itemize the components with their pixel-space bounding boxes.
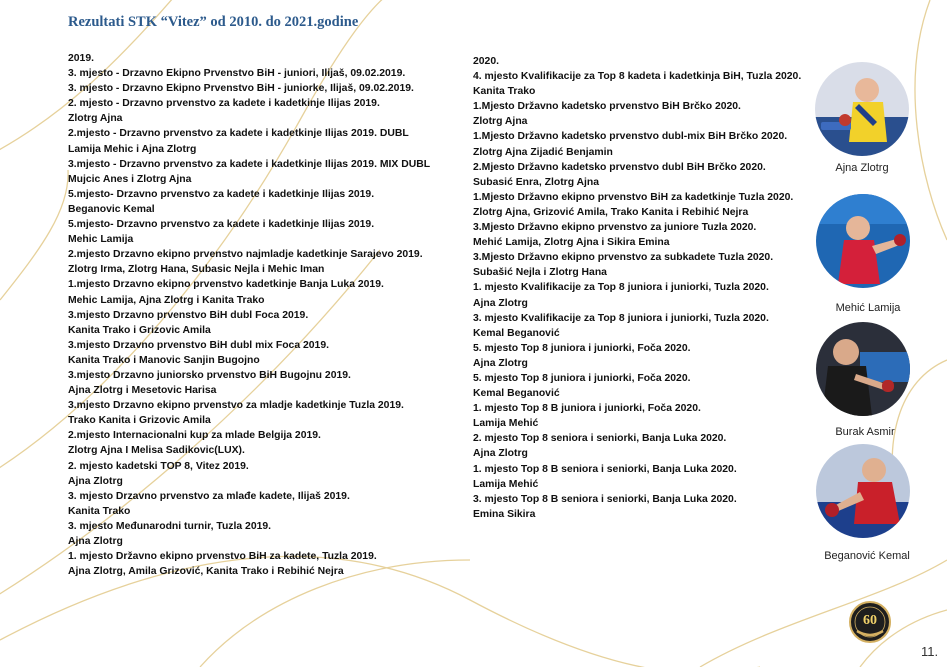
result-line: Ajna Zlotrg <box>473 357 528 369</box>
result-line: 2.mjesto Internacionalni kup za mlade Belgija 2019. <box>68 430 321 442</box>
result-line: Kanita Trako i Manovic Sanjin Bugojno <box>68 354 260 366</box>
photo-caption-4: Beganović Kemal <box>824 550 910 562</box>
result-line: Ajna Zlotrg <box>68 536 123 547</box>
result-line: Lamija Mehić <box>473 418 539 430</box>
player-photo-1 <box>815 62 909 156</box>
result-line: Kemal Beganović <box>473 388 560 400</box>
result-line: 3. mjesto Međunarodni turnir, Tuzla 2019. <box>68 520 272 532</box>
result-line: Ajna Zlotrg i Mesetovic Harisa <box>68 385 217 397</box>
result-line: Trako Kanita i Grizovic Amila <box>68 415 211 427</box>
photo-caption-2: Mehić Lamija <box>835 302 901 314</box>
result-line: 5. mjesto Top 8 juniora i juniorki, Foča 2020. <box>473 342 691 354</box>
result-line: Zlotrg Ajna <box>68 113 123 125</box>
result-line: 3. mjesto - Drzavno Ekipno Prvenstvo BiH - juniori, Ilijaš, 09.02.2019. <box>68 68 406 80</box>
result-line: Kanita Trako <box>68 505 131 517</box>
result-line: 2. mjesto Top 8 seniora i seniorki, Banja Luka 2020. <box>473 433 727 445</box>
result-line: Subasić Enra, Zlotrg Ajna <box>473 176 600 188</box>
result-line: 5. mjesto Top 8 juniora i juniorki, Foča 2020. <box>473 372 691 384</box>
result-line: 2020. <box>473 56 500 67</box>
result-line: Mehić Lamija, Zlotrg Ajna i Sikira Emina <box>473 237 670 249</box>
result-line: 5.mjesto- Drzavno prvenstvo za kadete i kadetkinje Ilijas 2019. <box>68 188 375 200</box>
photo-caption-1: Ajna Zlotrg <box>835 162 889 174</box>
result-line: 1. mjesto Top 8 B juniora i juniorki, Foča 2020. <box>473 403 701 415</box>
result-line: 3.mjesto Drzavno juniorsko prvenstvo BiH Bugojnu 2019. <box>68 369 351 381</box>
result-line: 1.mjesto Drzavno ekipno prvenstvo kadetkinje Banja Luka 2019. <box>68 279 384 291</box>
player-photo-4 <box>816 444 910 538</box>
result-line: Zlotrg Irma, Zlotrg Hana, Subasic Nejla i Mehic Iman <box>68 264 325 276</box>
result-line: Zlotrg Ajna Zijadić Benjamin <box>473 146 613 158</box>
results-left-column <box>68 51 430 579</box>
result-line: 1.Mjesto Državno kadetsko prvenstvo dubl-mix BiH Brčko 2020. <box>473 131 788 143</box>
badge-label: 60 <box>863 613 877 628</box>
result-line: 3.mjesto - Drzavno prvenstvo za kadete i kadetkinje Ilijas 2019. MIX DUBL <box>68 158 431 170</box>
result-line: 2019. <box>68 53 95 64</box>
anniversary-badge <box>849 601 891 643</box>
results-right-column <box>473 54 801 522</box>
result-line: 3. mjesto Drzavno prvenstvo za mlađe kadete, Ilijaš 2019. <box>68 490 350 502</box>
result-line: Ajna Zlotrg <box>473 297 528 309</box>
result-line: Kanita Trako <box>473 86 536 98</box>
result-line: Emina Sikira <box>473 508 536 520</box>
page-title: Rezultati STK “Vitez” od 2010. do 2021.godine <box>68 14 359 30</box>
result-line: Zlotrg Ajna <box>473 116 528 128</box>
result-line: 3.Mjesto Državno ekipno prvenstvo za juniore Tuzla 2020. <box>473 222 757 234</box>
result-line: 3.mjesto Drzavno prvenstvo BiH dubl mix Foca 2019. <box>68 339 329 351</box>
result-line: 1. mjesto Kvalifikacije za Top 8 juniora i juniorki, Tuzla 2020. <box>473 282 769 294</box>
result-line: Zlotrg Ajna I Melisa Sadikovic(LUX). <box>68 445 245 457</box>
result-line: 3.Mjesto Državno ekipno prvenstvo za subkadete Tuzla 2020. <box>473 252 774 264</box>
result-line: 2. mjesto kadetski TOP 8, Vitez 2019. <box>68 460 249 472</box>
result-line: 3. mjesto Top 8 B seniora i seniorki, Banja Luka 2020. <box>473 493 737 505</box>
result-line: Subašić Nejla i Zlotrg Hana <box>473 267 607 279</box>
result-line: Ajna Zlotrg <box>473 448 528 460</box>
result-line: 1.Mjesto Državno kadetsko prvenstvo BiH Brčko 2020. <box>473 101 741 113</box>
result-line: 3. mjesto - Drzavno Ekipno Prvenstvo BiH - juniorke, Ilijaš, 09.02.2019. <box>68 83 414 95</box>
result-line: Kemal Beganović <box>473 327 560 339</box>
result-line: Kanita Trako i Grizovic Amila <box>68 324 211 336</box>
player-photo-3 <box>816 322 910 416</box>
result-line: Zlotrg Ajna, Grizović Amila, Trako Kanita i Rebihić Nejra <box>473 206 749 218</box>
result-line: 1. mjesto Top 8 B seniora i seniorki, Banja Luka 2020. <box>473 463 737 475</box>
result-line: Lamija Mehić <box>473 478 539 490</box>
result-line: 2.Mjesto Državno kadetsko prvenstvo dubl BiH Brčko 2020. <box>473 161 766 173</box>
result-line: 2.mjesto Drzavno ekipno prvenstvo najmladje kadetkinje Sarajevo 2019. <box>68 249 423 261</box>
result-line: Beganovic Kemal <box>68 203 155 215</box>
result-line: Mehic Lamija, Ajna Zlotrg i Kanita Trako <box>68 294 265 306</box>
result-line: Lamija Mehic i Ajna Zlotrg <box>68 143 197 155</box>
photo-caption-3: Burak Asmir <box>835 426 895 438</box>
result-line: 3. mjesto Kvalifikacije za Top 8 juniora i juniorki, Tuzla 2020. <box>473 312 769 324</box>
result-line: 3.mjesto Drzavno prvenstvo BiH dubl Foca 2019. <box>68 309 309 321</box>
result-line: Ajna Zlotrg, Amila Grizović, Kanita Trako i Rebihić Nejra <box>68 566 344 578</box>
result-line: Mehic Lamija <box>68 234 134 246</box>
result-line: 1. mjesto Državno ekipno prvenstvo BiH za kadete, Tuzla 2019. <box>68 551 377 563</box>
result-line: 3.mjesto Drzavno ekipno prvenstvo za mladje kadetkinje Tuzla 2019. <box>68 400 404 412</box>
result-line: Mujcic Anes i Zlotrg Ajna <box>68 173 192 185</box>
result-line: 1.Mjesto Državno ekipno prvenstvo BiH za kadetkinje Tuzla 2020. <box>473 191 794 203</box>
result-line: 5.mjesto- Drzavno prvenstvo za kadete i kadetkinje Ilijas 2019. <box>68 219 375 231</box>
result-line: 2. mjesto - Drzavno prvenstvo za kadete i kadetkinje Ilijas 2019. <box>68 98 380 110</box>
result-line: 4. mjesto Kvalifikacije za Top 8 kadeta i kadetkinja BiH, Tuzla 2020. <box>473 71 802 83</box>
page-number: 11. <box>921 644 939 659</box>
player-photo-2 <box>816 194 910 288</box>
result-line: 2.mjesto - Drzavno prvenstvo za kadete i kadetkinje Ilijas 2019. DUBL <box>68 128 409 140</box>
result-line: Ajna Zlotrg <box>68 475 123 487</box>
